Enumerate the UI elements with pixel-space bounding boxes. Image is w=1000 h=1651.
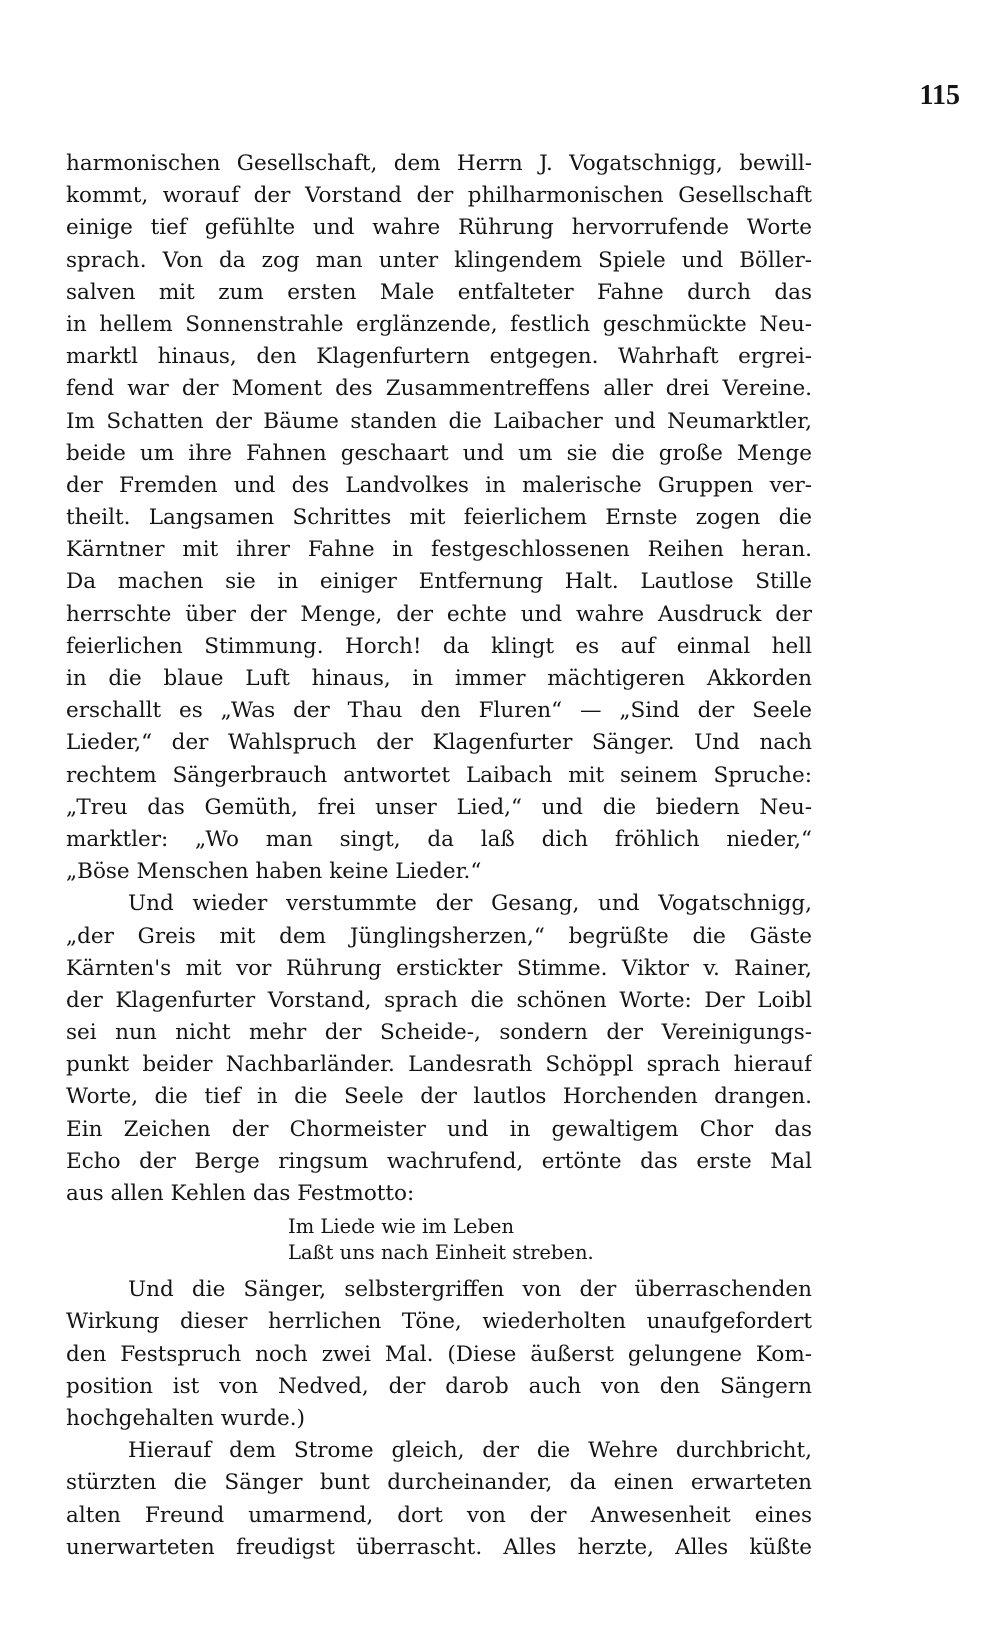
text-line: salven mit zum ersten Male entfalteter Fahne durch das bbox=[66, 279, 812, 305]
verse-line: Im Liede wie im Leben bbox=[288, 1215, 515, 1239]
text-line: hochgehalten wurde.) bbox=[66, 1405, 305, 1431]
text-line: marktler: „Wo man singt, da laß dich fröhlich nieder,“ bbox=[66, 826, 812, 852]
text-line: Und die Sänger, selbstergriffen von der überraschenden bbox=[128, 1277, 812, 1303]
text-line: Ein Zeichen der Chormeister und in gewaltigem Chor das bbox=[66, 1116, 812, 1142]
text-line: Hierauf dem Strome gleich, der die Wehre durchbricht, bbox=[128, 1438, 812, 1464]
text-line: Worte, die tief in die Seele der lautlos Horchenden drangen. bbox=[66, 1084, 812, 1110]
verse-line: Laßt uns nach Einheit streben. bbox=[288, 1241, 594, 1265]
text-line: der Fremden und des Landvolkes in malerische Gruppen ver- bbox=[66, 472, 812, 498]
page-body-text bbox=[66, 148, 812, 1564]
text-line: Lieder,“ der Wahlspruch der Klagenfurter Sänger. Und nach bbox=[66, 730, 812, 756]
text-line: punkt beider Nachbarländer. Landesrath Schöppl sprach hierauf bbox=[66, 1052, 812, 1078]
text-line: Kärnten's mit vor Rührung erstickter Stimme. Viktor v. Rainer, bbox=[66, 955, 812, 981]
text-line: position ist von Nedved, der darob auch von den Sängern bbox=[66, 1373, 812, 1399]
text-line: Im Schatten der Bäume standen die Laibacher und Neumarktler, bbox=[66, 408, 812, 434]
text-line: in die blaue Luft hinaus, in immer mächtigeren Akkorden bbox=[66, 666, 812, 691]
text-line: einige tief gefühlte und wahre Rührung hervorrufende Worte bbox=[66, 215, 812, 241]
text-line: „Treu das Gemüth, frei unser Lied,“ und die biedern Neu- bbox=[66, 794, 812, 820]
text-line: Wirkung dieser herrlichen Töne, wiederholten unaufgefordert bbox=[66, 1309, 812, 1335]
text-line: der Klagenfurter Vorstand, sprach die schönen Worte: Der Loibl bbox=[66, 987, 812, 1013]
text-line: Echo der Berge ringsum wachrufend, ertönte das erste Mal bbox=[66, 1148, 812, 1174]
text-line: stürzten die Sänger bunt durcheinander, da einen erwarteten bbox=[66, 1470, 812, 1496]
text-line: aus allen Kehlen das Festmotto: bbox=[66, 1181, 415, 1206]
text-line: Da machen sie in einiger Entfernung Halt. Lautlose Stille bbox=[66, 569, 812, 595]
text-line: kommt, worauf der Vorstand der philharmonischen Gesellschaft bbox=[66, 183, 812, 209]
text-line: beide um ihre Fahnen geschaart und um sie die große Menge bbox=[66, 440, 812, 466]
text-line: fend war der Moment des Zusammentreffens aller drei Vereine. bbox=[66, 376, 812, 402]
text-line: feierlichen Stimmung. Horch! da klingt es auf einmal hell bbox=[66, 633, 812, 659]
text-line: rechtem Sängerbrauch antwortet Laibach mit seinem Spruche: bbox=[66, 762, 812, 788]
page-number: 115 bbox=[919, 80, 960, 111]
text-line: in hellem Sonnenstrahle erglänzende, festlich geschmückte Neu- bbox=[66, 311, 812, 337]
text-line: erschallt es „Was der Thau den Fluren“ — „Sind der Seele bbox=[66, 698, 812, 724]
text-line: sprach. Von da zog man unter klingendem Spiele und Böller- bbox=[66, 247, 812, 273]
text-line: sei nun nicht mehr der Scheide-, sondern der Vereinigungs- bbox=[66, 1020, 812, 1046]
text-line: den Festspruch noch zwei Mal. (Diese äußerst gelungene Kom- bbox=[66, 1341, 812, 1367]
text-line: Kärntner mit ihrer Fahne in festgeschlossenen Reihen heran. bbox=[66, 537, 812, 563]
text-line: „der Greis mit dem Jünglingsherzen,“ begrüßte die Gäste bbox=[66, 923, 812, 949]
text-line: Und wieder verstummte der Gesang, und Vogatschnigg, bbox=[128, 891, 812, 917]
text-line: unerwarteten freudigst überrascht. Alles herzte, Alles küßte bbox=[66, 1534, 812, 1560]
text-line: herrschte über der Menge, der echte und wahre Ausdruck der bbox=[66, 601, 812, 627]
text-line: harmonischen Gesellschaft, dem Herrn J. Vogatschnigg, bewill- bbox=[66, 151, 812, 176]
text-line: „Böse Menschen haben keine Lieder.“ bbox=[66, 859, 482, 885]
text-line: theilt. Langsamen Schrittes mit feierlichem Ernste zogen die bbox=[66, 505, 812, 531]
text-line: marktl hinaus, den Klagenfurtern entgegen. Wahrhaft ergrei- bbox=[66, 344, 812, 370]
text-line: alten Freund umarmend, dort von der Anwesenheit eines bbox=[66, 1502, 812, 1528]
